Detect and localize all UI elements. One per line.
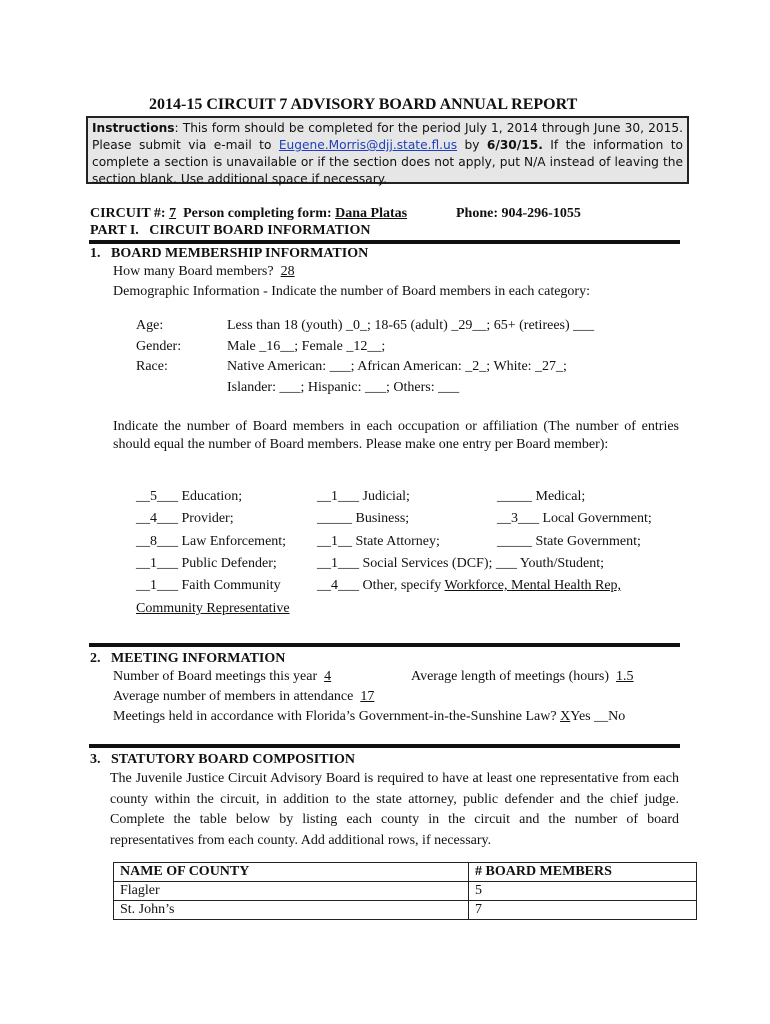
- divider: [89, 240, 680, 244]
- sunshine-label: Meetings held in accordance with Florida’s Government-in-the-Sunshine Law?: [113, 709, 557, 724]
- occupation-public-defender: __1___ Public Defender;: [136, 556, 277, 571]
- gender-label: Gender:: [136, 339, 182, 354]
- meetings-label: Number of Board meetings this year: [113, 669, 318, 684]
- section2-heading: 2. MEETING INFORMATION: [90, 651, 286, 666]
- part1-heading: PART I. CIRCUIT BOARD INFORMATION: [90, 223, 371, 238]
- instructions-text-by: by: [457, 138, 487, 152]
- instructions-box: [86, 116, 689, 184]
- county-members: 7: [469, 901, 697, 920]
- circuit-label: CIRCUIT #:: [90, 206, 166, 221]
- sunshine-yes-label: Yes: [570, 709, 591, 724]
- occupation-judicial: __1___ Judicial;: [317, 489, 410, 504]
- section3-heading: 3. STATUTORY BOARD COMPOSITION: [90, 752, 356, 767]
- race-values-2: Islander: ___; Hispanic: ___; Others: ___: [227, 380, 460, 395]
- attendance-line: [113, 689, 374, 705]
- page-title: 2014-15 CIRCUIT 7 ADVISORY BOARD ANNUAL REPORT: [149, 96, 578, 113]
- occupation-state-government: _____ State Government;: [497, 534, 641, 549]
- occupation-social-services: __1___ Social Services (DCF); ___ Youth/Student;: [317, 556, 605, 571]
- county-name: St. John’s: [114, 901, 469, 920]
- table-header-row: [114, 863, 697, 882]
- race-values: Native American: ___; African American: _2_; White: _27_;: [227, 359, 567, 374]
- members-question: [113, 264, 295, 280]
- instructions-label: Instructions: [92, 121, 175, 135]
- occupation-education: __5___ Education;: [136, 489, 243, 504]
- attendance-value: 17: [360, 689, 375, 704]
- meetings-count-line: [113, 669, 331, 685]
- instructions-text-rest: If the information to complete a section is unavailable or if the section does not apply, put N/A instead of leaving the section blank. Use additional space if necessary.: [92, 138, 684, 186]
- race-label: Race:: [136, 359, 168, 374]
- occupation-paragraph: Indicate the number of Board members in each occupation or affiliation (The number of entries should equal the number of Board members. Please make one entry per Board member):: [113, 419, 679, 452]
- email-link[interactable]: Eugene.Morris@djj.state.fl.us: [278, 138, 458, 152]
- person-name: Dana Platas: [335, 206, 408, 221]
- deadline: 6/30/15.: [486, 138, 543, 152]
- gender-values: Male _16__; Female _12__;: [227, 339, 386, 354]
- phone-label: Phone:: [456, 206, 498, 221]
- column-header-county: NAME OF COUNTY: [114, 863, 469, 882]
- demographic-line: Demographic Information - Indicate the number of Board members in each category:: [113, 284, 590, 299]
- phone-line: [456, 206, 581, 222]
- divider: [89, 744, 680, 748]
- meetings-value: 4: [324, 669, 332, 684]
- length-value: 1.5: [616, 669, 634, 684]
- occupation-law-enforcement: __8___ Law Enforcement;: [136, 534, 287, 549]
- table-row: [114, 901, 697, 920]
- other-label: __4___ Other, specify: [317, 578, 442, 593]
- other-specify: Workforce, Mental Health Rep,: [444, 578, 622, 593]
- circuit-line: [90, 206, 407, 222]
- length-label: Average length of meetings (hours): [411, 669, 610, 684]
- section3-paragraph: The Juvenile Justice Circuit Advisory Board is required to have at least one representative from each county within the circuit, in addition to the state attorney, public defender and the chief judge. Complete the table below by listing each county in the circuit and the number of board representatives from each county. Add additional rows, if necessary.: [110, 771, 679, 848]
- sunshine-no: __No: [594, 709, 626, 724]
- occupation-state-attorney: __1__ State Attorney;: [317, 534, 440, 549]
- instructions-text: : This form should be completed for the period July 1, 2014 through June 30, 2015. Please submit via e-mail to: [92, 121, 683, 152]
- occupation-local-government: __3___ Local Government;: [497, 511, 652, 526]
- meeting-length-line: [411, 669, 634, 685]
- section1-heading: 1. BOARD MEMBERSHIP INFORMATION: [90, 246, 369, 261]
- divider: [89, 643, 680, 647]
- age-label: Age:: [136, 318, 164, 333]
- occupation-business: _____ Business;: [317, 511, 410, 526]
- column-header-members: # BOARD MEMBERS: [469, 863, 697, 882]
- county-table: [113, 862, 697, 920]
- person-label: Person completing form:: [183, 206, 332, 221]
- phone-value: 904-296-1055: [501, 206, 581, 221]
- attendance-label: Average number of members in attendance: [113, 689, 354, 704]
- occupation-faith-community: __1___ Faith Community: [136, 578, 281, 593]
- sunshine-yes-mark: X: [560, 709, 571, 724]
- table-row: [114, 882, 697, 901]
- sunshine-line: [113, 709, 625, 725]
- county-members: 5: [469, 882, 697, 901]
- other-specify-continued: Community Representative: [136, 601, 290, 616]
- occupation-provider: __4___ Provider;: [136, 511, 234, 526]
- occupation-medical: _____ Medical;: [497, 489, 586, 504]
- circuit-value: 7: [169, 206, 177, 221]
- age-values: Less than 18 (youth) _0_; 18-65 (adult) _29__; 65+ (retirees) ___: [227, 318, 595, 333]
- county-name: Flagler: [114, 882, 469, 901]
- occupation-other: [317, 578, 621, 594]
- members-value: 28: [280, 264, 295, 279]
- members-label: How many Board members?: [113, 264, 274, 279]
